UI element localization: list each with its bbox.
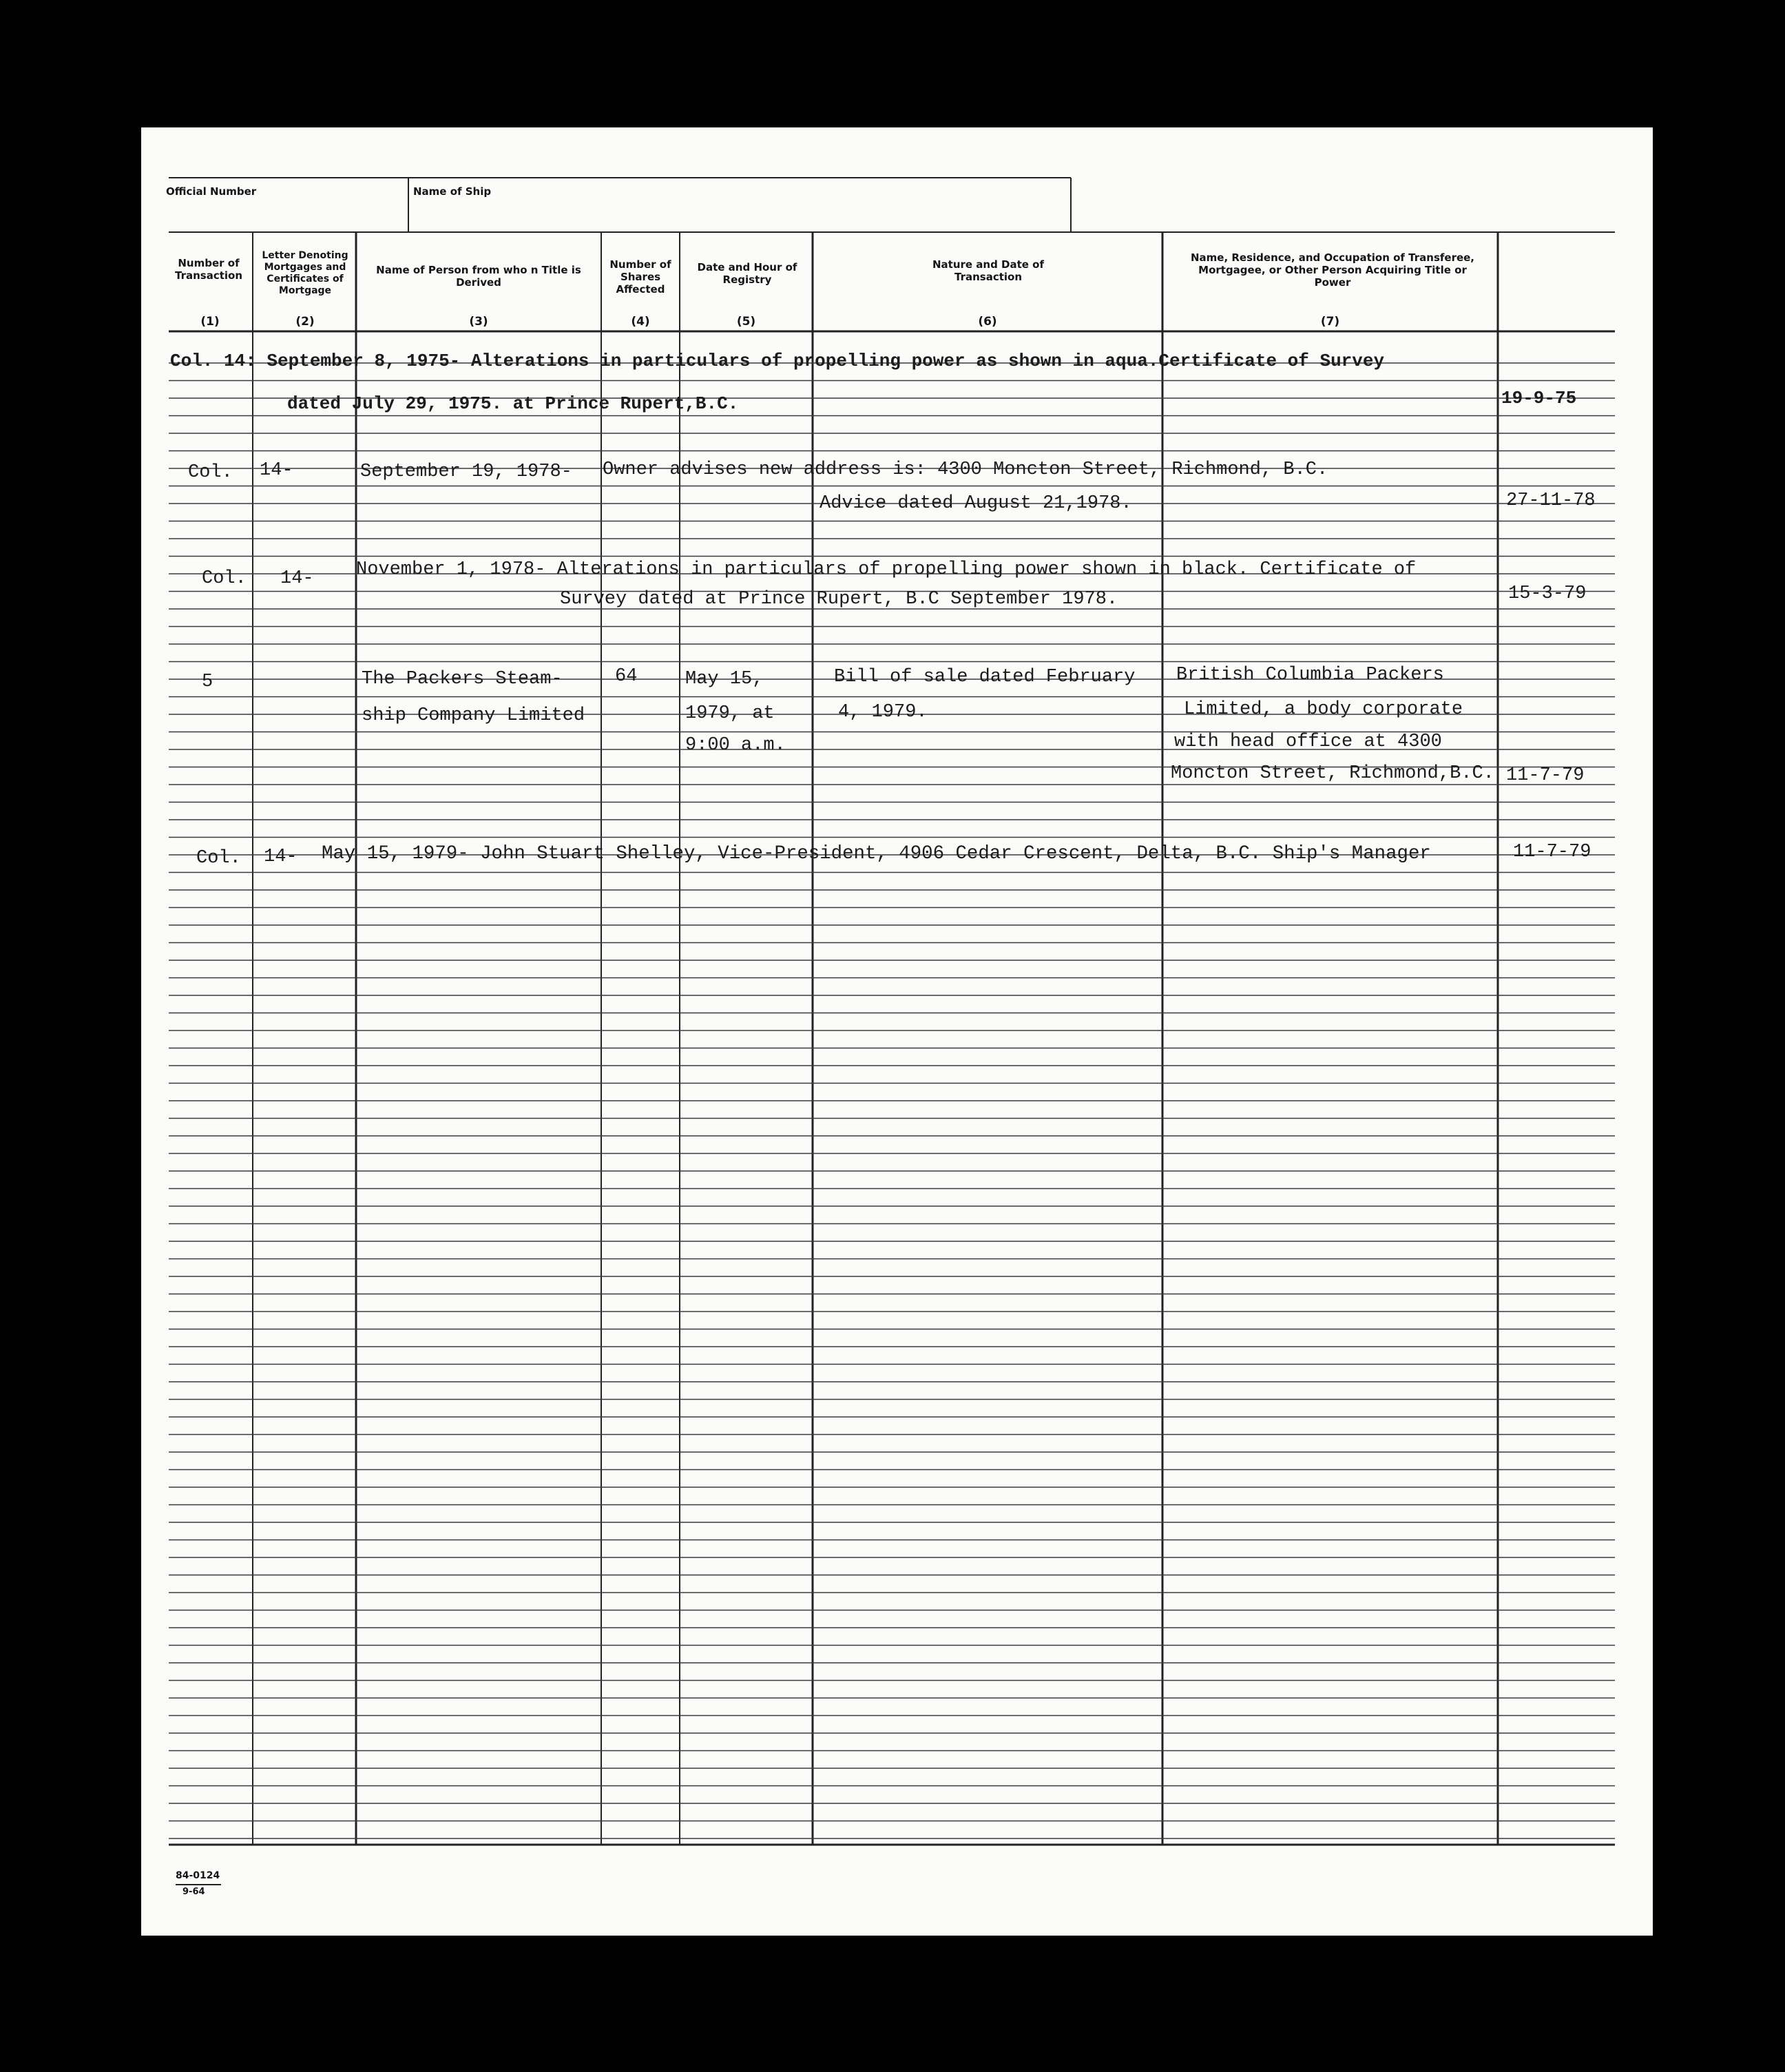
entry-1-stamp: 19-9-75 <box>1501 388 1577 408</box>
entry-4-from-line-1: The Packers Steam- <box>362 669 563 690</box>
entry-5-col: Col. <box>196 848 241 869</box>
entry-4-date-line-3: 9:00 a.m. <box>685 735 786 756</box>
col-number-2: (2) <box>295 315 315 329</box>
col-number-1: (1) <box>200 315 220 329</box>
entry-3-line-1: November 1, 1978- Alterations in particulars of propelling power shown in black. Certificate of <box>356 559 1417 580</box>
entry-4-stamp: 11-7-79 <box>1506 765 1585 786</box>
entry-1-line-2: dated July 29, 1975. at Prince Rupert,B.C. <box>287 393 739 414</box>
name-of-ship-label: Name of Ship <box>413 185 492 198</box>
entry-4-transferee-line-2: Limited, a body corporate <box>1184 699 1463 720</box>
entry-3-col: Col. <box>202 568 247 589</box>
entry-4-transferee-line-3: with head office at 4300 <box>1174 732 1442 752</box>
col-number-3: (3) <box>469 315 488 329</box>
entry-4-nature-line-2: 4, 1979. <box>838 702 928 723</box>
form-date: 9-64 <box>182 1887 205 1897</box>
entry-2-date: September 19, 1978- <box>360 462 572 482</box>
col-number-6: (6) <box>978 315 997 329</box>
entry-1-line-1: Col. 14: September 8, 1975- Alterations in particulars of propelling power as shown in aqua.Certificate of Survey <box>170 351 1385 371</box>
entry-4-transferee-line-4: Moncton Street, Richmond,B.C. <box>1171 763 1494 784</box>
entry-3-stamp: 15-3-79 <box>1508 583 1587 604</box>
entry-3-num: 14- <box>280 568 314 589</box>
col-header-1: Number of Transaction <box>174 257 243 282</box>
entry-4-nature-line-1: Bill of sale dated February <box>834 667 1136 687</box>
col-number-5: (5) <box>736 315 756 329</box>
entry-3-line-2: Survey dated at Prince Rupert, B.C September 1978. <box>560 589 1118 610</box>
col-number-7: (7) <box>1320 315 1340 329</box>
col-header-4: Number of Shares Affected <box>609 258 671 296</box>
entry-4-date-line-1: May 15, <box>685 669 764 690</box>
col-header-3: Name of Person from who n Title is Derived <box>376 264 581 289</box>
entry-5-num: 14- <box>264 847 298 867</box>
entry-2-line-2: Advice dated August 21,1978. <box>820 493 1132 514</box>
entry-4-from-line-2: ship Company Limited <box>362 705 585 726</box>
entry-5-text: May 15, 1979- John Stuart Shelley, Vice-President, 4906 Cedar Crescent, Delta, B.C. Ship's Manager <box>322 843 1431 864</box>
form-number-divider <box>176 1884 221 1885</box>
entry-4-shares: 64 <box>615 666 638 687</box>
col-number-4: (4) <box>631 315 650 329</box>
entry-2-text: Owner advises new address is: 4300 Moncton Street, Richmond, B.C. <box>603 459 1328 480</box>
entry-2-col: Col. <box>188 462 233 483</box>
entry-2-stamp: 27-11-78 <box>1506 490 1596 511</box>
entry-2-num: 14- <box>260 460 293 481</box>
register-page <box>141 127 1653 1936</box>
form-number: 84-0124 <box>176 1870 220 1881</box>
col-header-2: Letter Denoting Mortgages and Certificates of Mortgage <box>262 250 348 296</box>
entry-4-date-line-2: 1979, at <box>685 703 775 724</box>
official-number-label: Official Number <box>166 185 257 198</box>
col-header-5: Date and Hour of Registry <box>697 261 797 286</box>
col-header-7: Name, Residence, and Occupation of Transferee, Mortgagee, or Other Person Acquiring Title or Power <box>1190 251 1475 289</box>
entry-4-transferee-line-1: British Columbia Packers <box>1176 665 1444 685</box>
entry-4-number: 5 <box>202 672 213 692</box>
col-header-6: Nature and Date of Transaction <box>932 258 1045 283</box>
entry-5-stamp: 11-7-79 <box>1513 842 1591 862</box>
